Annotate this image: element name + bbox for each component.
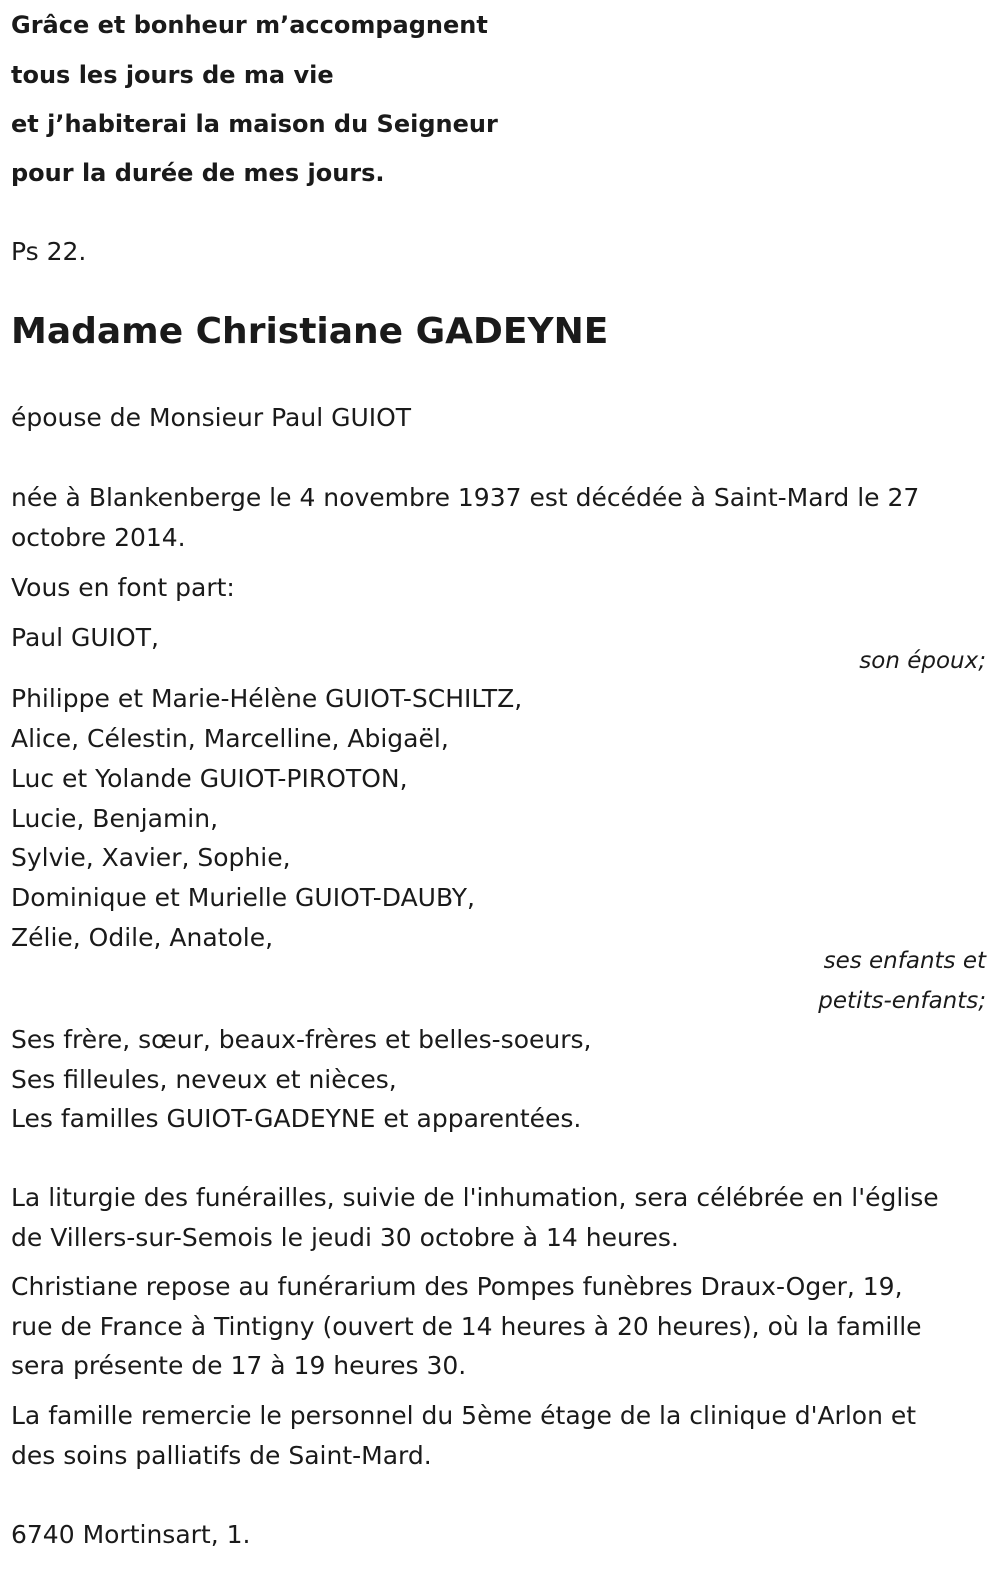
thanks-line: des soins palliatifs de Saint-Mard. (11, 1441, 432, 1470)
relatives-line: Ses frère, sœur, beaux-frères et belles-soeurs, (11, 1025, 592, 1054)
spouse-line: épouse de Monsieur Paul GUIOT (11, 403, 412, 432)
family-line: Sylvie, Xavier, Sophie, (11, 843, 291, 872)
birth-death-line: née à Blankenberge le 4 novembre 1937 est décédée à Saint-Mard le 27 (11, 483, 920, 512)
address: 6740 Mortinsart, 1. (11, 1520, 251, 1549)
spouse-relation: son époux; (859, 648, 986, 674)
family-line: Luc et Yolande GUIOT-PIROTON, (11, 764, 408, 793)
funerarium-line: Christiane repose au funérarium des Pompes funèbres Draux-Oger, 19, (11, 1272, 903, 1301)
family-line: Zélie, Odile, Anatole, (11, 923, 274, 952)
verse-line: Grâce et bonheur m’accompagnent (11, 11, 488, 39)
thanks-line: La famille remercie le personnel du 5ème étage de la clinique d'Arlon et (11, 1401, 917, 1430)
verse-line: pour la durée de mes jours. (11, 159, 385, 187)
children-relation: ses enfants et (823, 948, 986, 974)
relatives-line: Ses filleules, neveux et nièces, (11, 1065, 397, 1094)
verse-line: tous les jours de ma vie (11, 61, 334, 89)
verse-line: et j’habiterai la maison du Seigneur (11, 110, 498, 138)
family-line: Philippe et Marie-Hélène GUIOT-SCHILTZ, (11, 684, 523, 713)
birth-death-line: octobre 2014. (11, 523, 186, 552)
funerarium-line: sera présente de 17 à 19 heures 30. (11, 1351, 467, 1380)
relatives-line: Les familles GUIOT-GADEYNE et apparentées. (11, 1104, 582, 1133)
family-line: Lucie, Benjamin, (11, 804, 219, 833)
family-line: Dominique et Murielle GUIOT-DAUBY, (11, 883, 475, 912)
family-line: Alice, Célestin, Marcelline, Abigaël, (11, 724, 449, 753)
spouse-name: Paul GUIOT, (11, 623, 159, 652)
deceased-name: Madame Christiane GADEYNE (11, 311, 609, 352)
funerarium-line: rue de France à Tintigny (ouvert de 14 heures à 20 heures), où la famille (11, 1312, 922, 1341)
verse-reference: Ps 22. (11, 237, 87, 266)
liturgy-line: La liturgie des funérailles, suivie de l'inhumation, sera célébrée en l'église (11, 1183, 939, 1212)
liturgy-line: de Villers-sur-Semois le jeudi 30 octobre à 14 heures. (11, 1223, 679, 1252)
announcement-intro: Vous en font part: (11, 573, 235, 602)
children-relation: petits-enfants; (818, 988, 986, 1014)
